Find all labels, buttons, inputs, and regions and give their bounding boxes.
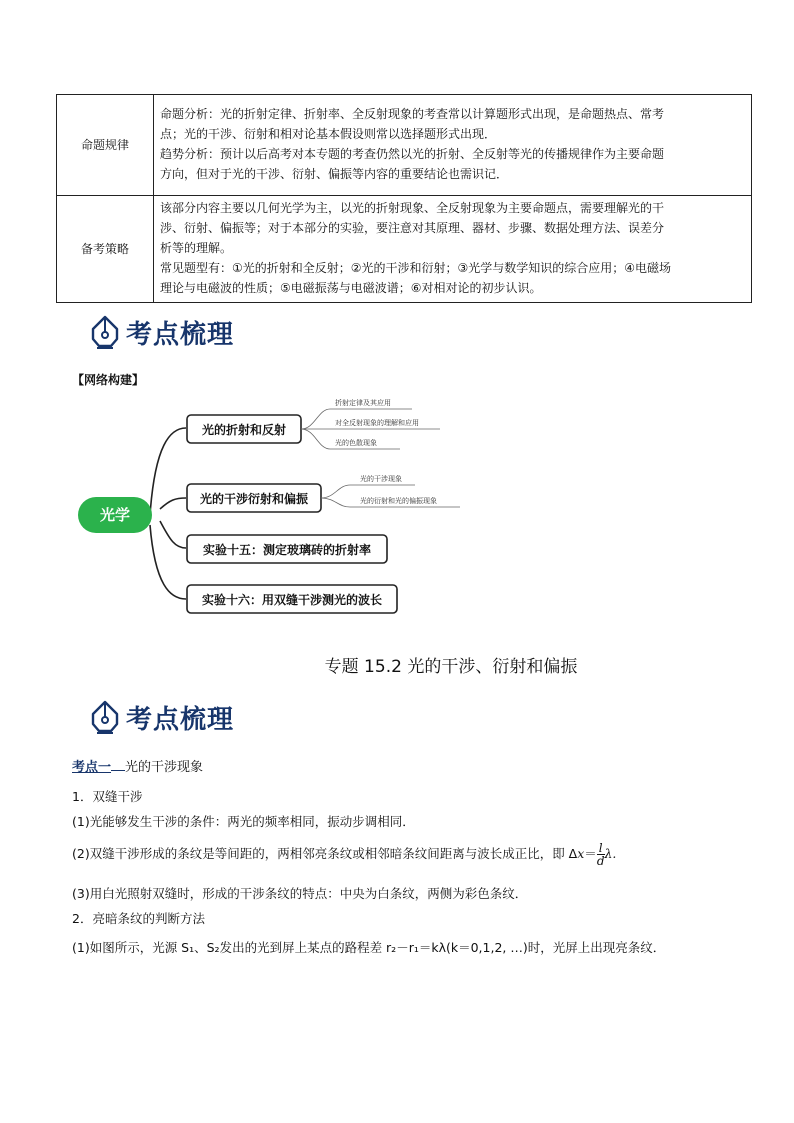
row-line: 常见题型有：①光的折射和全反射；②光的干涉和衍射；③光学与数学知识的综合应用；④电磁场 bbox=[160, 261, 672, 275]
formula-tail: λ. bbox=[604, 846, 617, 861]
subject-title-text: 专题 15.2 光的干涉、衍射和偏振 bbox=[324, 657, 578, 677]
network-label: 【网络构建】 bbox=[72, 373, 145, 387]
section-header bbox=[90, 312, 234, 352]
mindmap-leaf: 光的衍射和光的偏振现象 bbox=[360, 497, 437, 505]
pen-nib-icon bbox=[90, 315, 120, 349]
formula-eq: ＝ bbox=[584, 846, 597, 861]
mind-map bbox=[60, 385, 480, 625]
mindmap-leaf: 对全反射现象的理解和应用 bbox=[335, 419, 419, 427]
mindmap-leaf: 光的色散现象 bbox=[335, 439, 377, 447]
row-line: 理论与电磁波的性质；⑤电磁振荡与电磁波谱；⑥对相对论的初步认识。 bbox=[160, 281, 542, 295]
heading-2: 2．亮暗条纹的判断方法 bbox=[72, 911, 205, 926]
section-title: 考点梳理 bbox=[126, 319, 235, 350]
row-line: 该部分内容主要以几何光学为主，以光的折射现象、全反射现象为主要命题点，需要理解光的干 bbox=[160, 201, 665, 215]
fraction-denominator: d bbox=[596, 854, 605, 868]
mindmap-branch-label: 光的干涉衍射和偏振 bbox=[199, 492, 309, 506]
row-content bbox=[154, 95, 752, 196]
row-line: 命题分析：光的折射定律、折射率、全反射现象的考查常以计算题形式出现，是命题热点、常考 bbox=[160, 107, 665, 121]
fraction-numerator: l bbox=[598, 841, 603, 855]
section-header bbox=[90, 697, 234, 737]
point-label: 考点一 bbox=[72, 760, 112, 775]
row-line: 方向，但对于光的干涉、衍射、偏振等内容的重要结论也需识记． bbox=[160, 167, 509, 181]
exam-rules-table bbox=[56, 94, 752, 303]
row-label: 命题规律 bbox=[57, 95, 154, 196]
paragraph: (1)光能够发生干涉的条件：两光的频率相同，振动步调相同． bbox=[72, 814, 415, 829]
point-title: 光的干涉现象 bbox=[125, 760, 204, 775]
paragraph: (3)用白光照射双缝时，形成的干涉条纹的特点：中央为白条纹，两侧为彩色条纹． bbox=[72, 886, 528, 901]
fraction bbox=[597, 842, 605, 867]
row-line: 涉、衍射、偏振等；对于本部分的实验，要注意对其原理、器材、步骤、数据处理方法、误差分 bbox=[160, 221, 665, 235]
row-line: 析等的理解。 bbox=[160, 241, 233, 255]
row-content bbox=[154, 196, 752, 303]
table-row bbox=[57, 196, 752, 303]
row-line: 点；光的干涉、衍射和相对论基本假设则常以选择题形式出现． bbox=[160, 127, 497, 141]
row-label: 备考策略 bbox=[57, 196, 154, 303]
mindmap-leaf: 折射定律及其应用 bbox=[335, 399, 391, 407]
point-heading bbox=[72, 756, 203, 775]
table-row bbox=[57, 95, 752, 196]
section-title: 考点梳理 bbox=[126, 704, 235, 735]
subject-title bbox=[0, 652, 794, 677]
mindmap-branch-label: 实验十六：用双缝干涉测光的波长 bbox=[201, 593, 383, 607]
mindmap-branch-label: 实验十五：测定玻璃砖的折射率 bbox=[202, 543, 372, 557]
pen-nib-icon bbox=[90, 700, 120, 734]
paragraph-formula bbox=[72, 842, 616, 867]
mindmap-leaf: 光的干涉现象 bbox=[360, 475, 402, 483]
heading-1: 1．双缝干涉 bbox=[72, 789, 143, 804]
formula-var: x bbox=[577, 846, 585, 861]
underline-gap bbox=[111, 758, 125, 771]
mindmap-root-label: 光学 bbox=[99, 506, 131, 524]
row-line: 趋势分析：预计以后高考对本专题的考查仍然以光的折射、全反射等光的传播规律作为主要命题 bbox=[160, 147, 665, 161]
mindmap-branch-label: 光的折射和反射 bbox=[201, 423, 287, 437]
paragraph-text: (2)双缝干涉形成的条纹是等间距的，两相邻亮条纹或相邻暗条纹间距离与波长成正比，即 Δ bbox=[72, 846, 578, 861]
paragraph: (1)如图所示，光源 S₁、S₂发出的光到屏上某点的路程差 r₂－r₁＝kλ(k＝0,1,2, …)时，光屏上出现亮条纹． bbox=[72, 940, 666, 955]
